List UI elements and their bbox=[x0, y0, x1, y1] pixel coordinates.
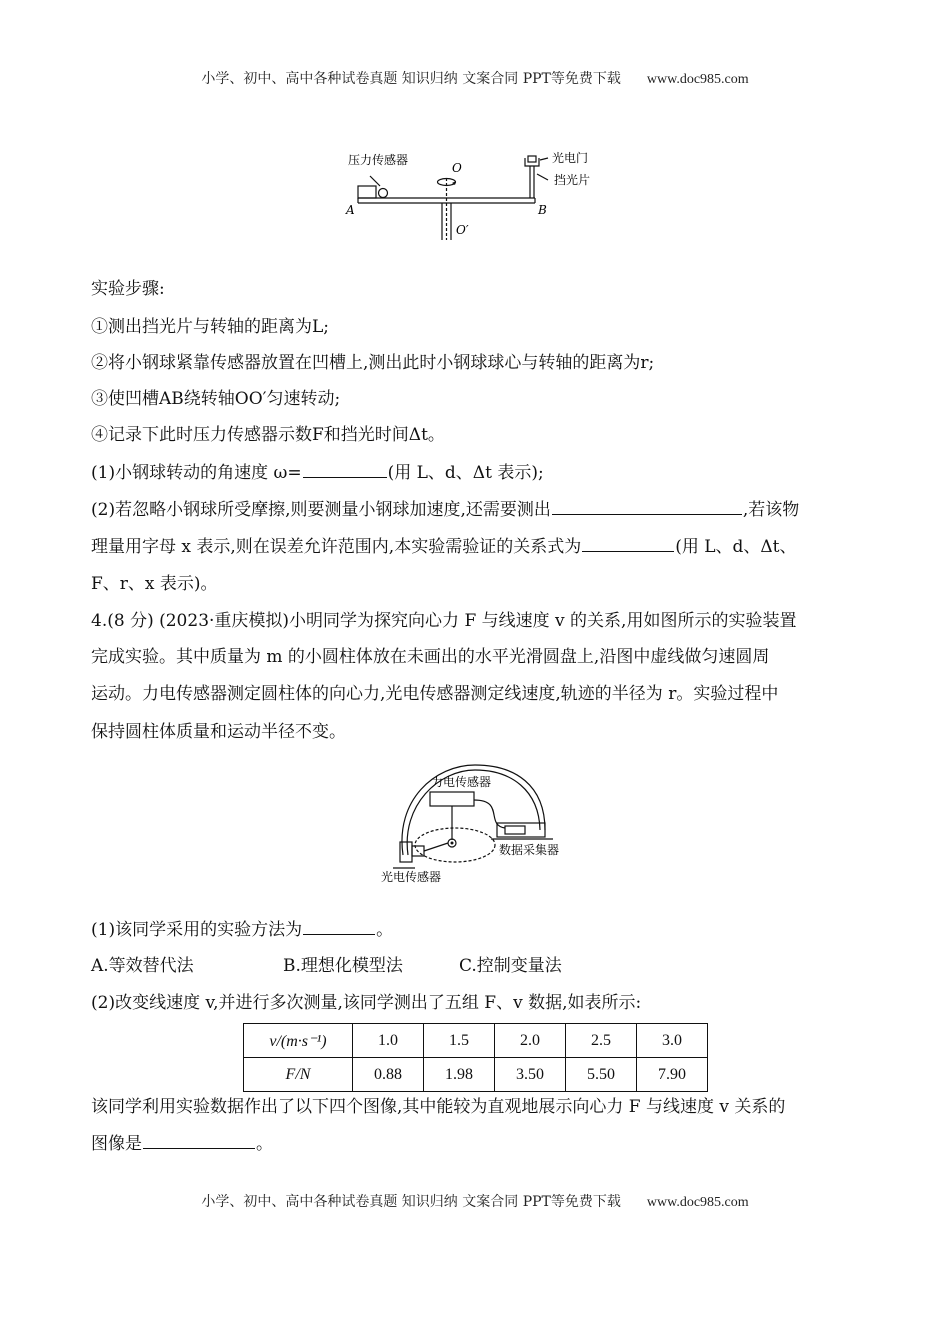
photogate-label: 光电门 bbox=[552, 151, 589, 165]
table-cell: 7.90 bbox=[637, 1058, 708, 1092]
step-4: ④记录下此时压力传感器示数F和挡光时间Δt。 bbox=[91, 425, 445, 445]
question-2-stem: (2)若忽略小钢球所受摩擦,则要测量小钢球加速度,还需要测出 bbox=[91, 500, 551, 520]
rotating-groove-figure bbox=[340, 148, 640, 248]
axis-o-label: O bbox=[452, 161, 462, 175]
table-cell: 3.50 bbox=[495, 1058, 566, 1092]
table-cell: 2.0 bbox=[495, 1024, 566, 1058]
question-2-line-3: F、r、x 表示)。 bbox=[91, 574, 218, 594]
answer-blank-4[interactable] bbox=[303, 918, 375, 935]
f-row-header: F/N bbox=[244, 1058, 353, 1092]
option-a[interactable]: A.等效替代法 bbox=[91, 956, 194, 976]
table-cell: 1.98 bbox=[424, 1058, 495, 1092]
pressure-sensor-label: 压力传感器 bbox=[348, 153, 409, 167]
page-footer bbox=[0, 1191, 950, 1211]
final-question-stem: 图像是 bbox=[91, 1134, 142, 1154]
table-cell: 1.5 bbox=[424, 1024, 495, 1058]
question-4-1 bbox=[91, 918, 393, 941]
question-2-line-2 bbox=[91, 535, 797, 558]
final-question-tail: 。 bbox=[256, 1134, 273, 1154]
question-2-tail: ,若该物 bbox=[742, 500, 800, 520]
problem-4-line-2: 完成实验。其中质量为 m 的小圆柱体放在未画出的水平光滑圆盘上,沿图中虚线做匀速圆周 bbox=[91, 647, 770, 667]
question-1-tail: (用 L、d、Δt 表示); bbox=[387, 463, 544, 483]
question-2-tail-2: (用 L、d、Δt、 bbox=[675, 537, 797, 557]
header-text: 小学、初中、高中各种试卷真题 知识归纳 文案合同 PPT等免费下载 bbox=[201, 71, 621, 87]
footer-site: www.doc985.com bbox=[646, 1195, 749, 1210]
step-2: ②将小钢球紧靠传感器放置在凹槽上,测出此时小钢球球心与转轴的距离为r; bbox=[91, 353, 655, 373]
data-table bbox=[243, 1023, 708, 1092]
final-question bbox=[91, 1132, 273, 1155]
footer-text: 小学、初中、高中各种试卷真题 知识归纳 文案合同 PPT等免费下载 bbox=[201, 1194, 621, 1210]
sensor-apparatus-figure bbox=[375, 760, 585, 885]
question-1 bbox=[91, 461, 544, 484]
table-cell: 1.0 bbox=[353, 1024, 424, 1058]
table-cell: 5.50 bbox=[566, 1058, 637, 1092]
question-4-1-stem: (1)该同学采用的实验方法为 bbox=[91, 920, 303, 940]
table-cell: 0.88 bbox=[353, 1058, 424, 1092]
options-row bbox=[91, 955, 562, 977]
step-1: ①测出挡光片与转轴的距离为L; bbox=[91, 317, 330, 337]
table-row bbox=[244, 1024, 708, 1058]
question-2-line-1 bbox=[91, 498, 799, 521]
option-b[interactable]: B.理想化模型法 bbox=[283, 956, 403, 976]
problem-4-line-3: 运动。力电传感器测定圆柱体的向心力,光电传感器测定线速度,轨迹的半径为 r。实验过程中 bbox=[91, 684, 779, 704]
question-2-stem-2: 理量用字母 x 表示,则在误差允许范围内,本实验需验证的关系式为 bbox=[91, 537, 582, 557]
option-c[interactable]: C.控制变量法 bbox=[459, 956, 562, 976]
data-collector-label: 数据采集器 bbox=[499, 843, 560, 857]
question-4-1-tail: 。 bbox=[376, 920, 394, 940]
step-3: ③使凹槽AB绕转轴OO′匀速转动; bbox=[91, 389, 341, 409]
steps-title: 实验步骤: bbox=[91, 279, 165, 299]
point-a-label: A bbox=[346, 203, 355, 217]
after-table-text: 该同学利用实验数据作出了以下四个图像,其中能较为直观地展示向心力 F 与线速度 v 关系的 bbox=[91, 1097, 786, 1117]
table-cell: 2.5 bbox=[566, 1024, 637, 1058]
shading-plate-label: 挡光片 bbox=[554, 173, 591, 187]
axis-o-prime-label: O′ bbox=[456, 223, 469, 237]
header-site: www.doc985.com bbox=[646, 72, 749, 87]
v-row-header: v/(m·s⁻¹) bbox=[244, 1024, 353, 1058]
table-cell: 3.0 bbox=[637, 1024, 708, 1058]
table-row bbox=[244, 1058, 708, 1092]
problem-4-line-4: 保持圆柱体质量和运动半径不变。 bbox=[91, 722, 346, 742]
problem-4-line-1: 4.(8 分) (2023·重庆模拟)小明同学为探究向心力 F 与线速度 v 的关系,用如图所示的实验装置 bbox=[91, 611, 797, 631]
answer-blank-1[interactable] bbox=[303, 461, 387, 478]
point-b-label: B bbox=[538, 203, 547, 217]
answer-blank-2[interactable] bbox=[552, 498, 742, 515]
force-sensor-label: 力电传感器 bbox=[431, 775, 492, 789]
question-4-2: (2)改变线速度 v,并进行多次测量,该同学测出了五组 F、v 数据,如表所示: bbox=[91, 993, 642, 1013]
answer-blank-5[interactable] bbox=[143, 1132, 255, 1149]
answer-blank-3[interactable] bbox=[582, 535, 674, 552]
question-1-stem: (1)小钢球转动的角速度 ω= bbox=[91, 463, 302, 483]
photo-sensor-label: 光电传感器 bbox=[381, 870, 442, 884]
page-header bbox=[0, 68, 950, 88]
